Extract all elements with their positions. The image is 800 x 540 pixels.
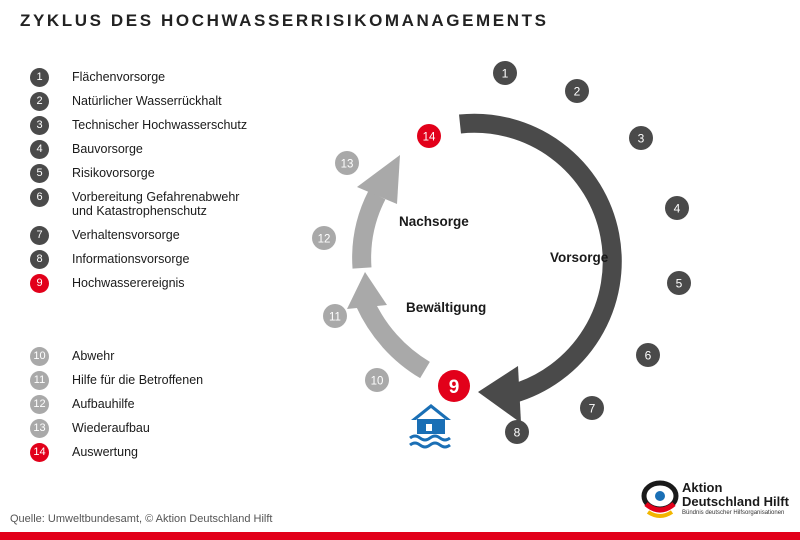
page-title: ZYKLUS DES HOCHWASSERRISIKOMANAGEMENTS xyxy=(20,11,549,30)
phase-label-vorsorge: Vorsorge xyxy=(550,250,609,265)
cycle-node-5 xyxy=(667,271,691,295)
cycle-node-8 xyxy=(505,420,529,444)
legend-badge: 9 xyxy=(30,274,49,293)
nachsorge-arrow-arc xyxy=(362,195,377,268)
legend-label: Natürlicher Wasserrückhalt xyxy=(72,94,222,108)
cycle-node-13 xyxy=(335,151,359,175)
cycle-node-10 xyxy=(365,368,389,392)
source-note: Quelle: Umweltbundesamt, © Aktion Deutschland Hilft xyxy=(10,513,273,525)
cycle-node-1 xyxy=(493,61,517,85)
svg-text:8: 8 xyxy=(513,425,521,440)
svg-text:6: 6 xyxy=(644,348,652,363)
flooded-house-icon xyxy=(410,404,451,447)
phase-label-bewaeltigung: Bewältigung xyxy=(406,300,487,315)
legend-label: Risikovorsorge xyxy=(72,166,155,180)
legend-badge: 7 xyxy=(30,226,49,245)
svg-text:12: 12 xyxy=(317,233,331,246)
legend-label: Auswertung xyxy=(72,445,139,459)
cycle-node-6 xyxy=(636,343,660,367)
svg-text:7: 7 xyxy=(588,401,596,416)
cycle-node-3 xyxy=(629,126,653,150)
legend-label: Bauvorsorge xyxy=(72,142,143,156)
logo-tagline: Bündnis deutscher Hilfsorganisationen xyxy=(682,510,785,516)
cycle-node-11 xyxy=(323,304,347,328)
legend-label: Vorbereitung Gefahrenabwehr und Katastrophenschutz xyxy=(72,190,240,218)
legend-label: Flächenvorsorge xyxy=(72,70,166,84)
bewaeltigung-arrow-head xyxy=(347,272,387,309)
vorsorge-arrow-head xyxy=(478,366,521,423)
cycle-node-4 xyxy=(665,196,689,220)
cycle-node-2 xyxy=(565,79,589,103)
svg-text:9: 9 xyxy=(448,377,460,398)
cycle-node-7 xyxy=(580,396,604,420)
svg-text:2: 2 xyxy=(573,84,581,99)
svg-text:11: 11 xyxy=(329,311,341,324)
logo-line2: Deutschland Hilft xyxy=(682,494,789,509)
legend-badge: 4 xyxy=(30,140,49,159)
legend-label: Technischer Hochwasserschutz xyxy=(72,118,248,132)
legend-badge: 14 xyxy=(30,443,49,462)
legend-badge: 2 xyxy=(30,92,49,111)
legend-badge: 12 xyxy=(30,395,49,414)
legend-badge: 5 xyxy=(30,164,49,183)
logo-mark-icon xyxy=(640,478,680,524)
legend-label: Hilfe für die Betroffenen xyxy=(72,373,204,387)
logo-line1: Aktion xyxy=(682,480,723,495)
cycle-node-12 xyxy=(312,226,336,250)
legend-badge: 13 xyxy=(30,419,49,438)
svg-text:5: 5 xyxy=(675,276,683,291)
legend-label: Verhaltensvorsorge xyxy=(72,228,180,242)
svg-text:10: 10 xyxy=(370,375,384,388)
logo xyxy=(640,478,795,526)
legend-label: Informationsvorsorge xyxy=(72,252,190,266)
legend-badge: 8 xyxy=(30,250,49,269)
svg-text:1: 1 xyxy=(501,66,509,81)
legend-badge: 10 xyxy=(30,347,49,366)
svg-text:13: 13 xyxy=(340,158,354,171)
cycle-node-14 xyxy=(417,124,441,148)
legend-label: Abwehr xyxy=(72,349,115,363)
svg-text:3: 3 xyxy=(637,131,645,146)
legend-label: Aufbauhilfe xyxy=(72,397,135,411)
legend-label: Hochwasserereignis xyxy=(72,276,185,290)
legend-badge: 11 xyxy=(30,371,49,390)
legend-badge: 3 xyxy=(30,116,49,135)
svg-text:14: 14 xyxy=(422,131,436,144)
cycle-node-9 xyxy=(438,370,470,402)
bottom-bar xyxy=(0,532,800,540)
legend-badge: 6 xyxy=(30,188,49,207)
svg-text:4: 4 xyxy=(673,201,681,216)
phase-label-nachsorge: Nachsorge xyxy=(399,214,469,229)
legend-badge: 1 xyxy=(30,68,49,87)
legend-label: Wiederaufbau xyxy=(72,421,150,435)
